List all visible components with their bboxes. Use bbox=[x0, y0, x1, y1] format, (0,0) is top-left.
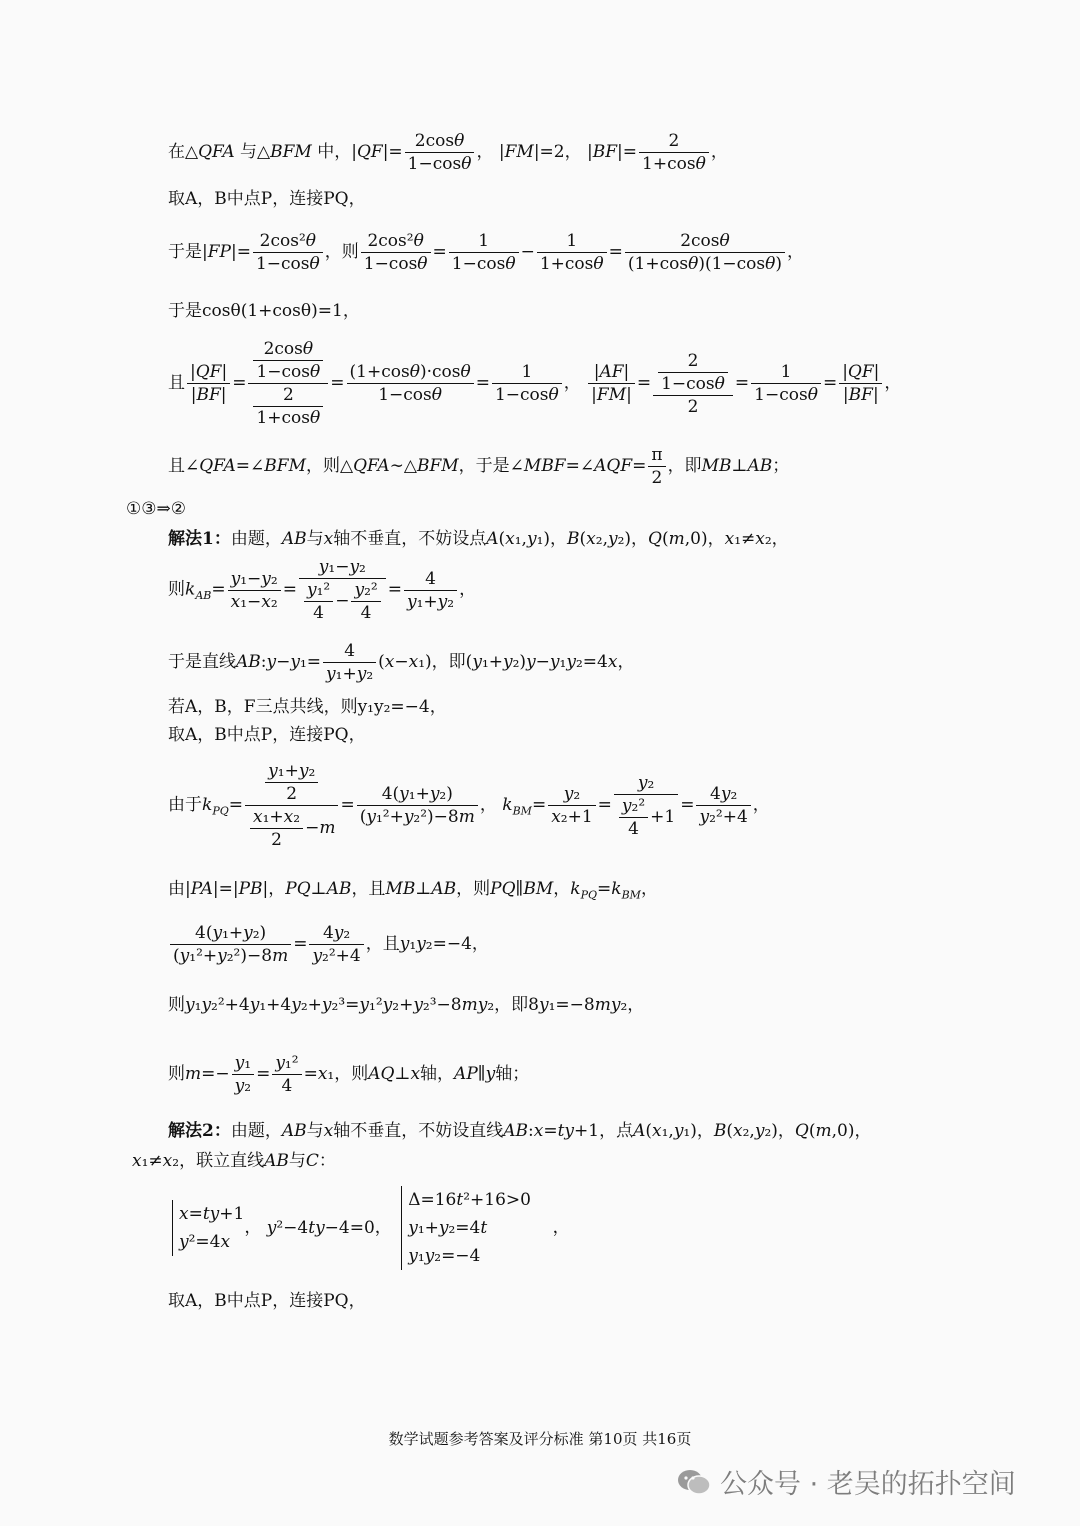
watermark bbox=[676, 1462, 1016, 1504]
text-line-3: 于是|FP|= $\frac{\text{2cos²θ}}{1-\cos\theta}$ ，则 $\frac{\text{2cos²θ}}{1-\cos\theta}$ = $\frac{1}{1-\cos\theta}$ − $\frac{1}{1+\cos\theta}$ = $\frac{2\cos\theta}{(1+\cos\theta)(1-\cos\theta)}$ ， bbox=[168, 231, 805, 274]
text-line-14: 由|PA|=|PB|，PQ⊥AB，且MB⊥AB，则PQ∥BM，$k_{PQ}=k_{BM}$， bbox=[168, 879, 658, 902]
method-1-label: 解法1： bbox=[168, 529, 231, 549]
page-footer: 数学试题参考答案及评分标准 第10页 共16页 bbox=[388, 1430, 692, 1448]
text-line-5: 且 $\frac{|QF|}{|BF|}$ = $\frac{\frac{2\cos\theta}{1-\cos\theta}}{\frac{2}{1+\cos\theta}}$ = $\frac{(1+\cos\theta)\cdot\cos\theta}{1-\cos\theta}$ = $\frac{1}{1-\cos\theta}$ ， $\frac{|AF|}{|FM|}$ = $\frac{\frac{2}{1-\cos\theta}}{2}$ = $\frac{1}{1-\cos\theta}$ = $\frac{|QF|}{|BF|}$ ， bbox=[168, 339, 902, 428]
text-line-7: ①③⇒② bbox=[126, 499, 186, 519]
text-line-2: 取A，B中点P，连接PQ， bbox=[168, 189, 366, 209]
text-line-1: 在△QFA 与△BFM 中，|QF|= $\frac{2\cos\theta}{1-\cos\theta}$ ， |FM|=2， |BF|= $\frac{2}{1+\cos\theta}$ ， bbox=[168, 131, 728, 174]
watermark-text: 公众号 · 老吴的拓扑空间 bbox=[720, 1469, 1016, 1500]
text-line-20: x=ty+1 y²=4x ， y²−4ty−4=0， Δ=16t²+16>0 y₁+y₂=4t y₁y₂=−4 ， bbox=[168, 1186, 570, 1270]
text-line-4: 于是cosθ(1+cosθ)=1， bbox=[168, 301, 360, 321]
system-1: x=ty+1 y²=4x bbox=[172, 1200, 244, 1256]
text-line-6: 且∠QFA=∠BFM，则△QFA∼△BFM，于是∠MBF=∠AQF= $\frac{\pi}{2}$ ，即MB⊥AB； bbox=[168, 445, 790, 488]
text-line-16: 则y₁y₂²+4y₁+4y₂+y₂³=y₁²y₂+y₂³−8my₂，即8y₁=−8my₂， bbox=[168, 995, 645, 1015]
method-1-text: 由题，AB与x轴不垂直，不妨设点A(x₁,y₁)，B(x₂,y₂)，Q(m,0)，x₁≠x₂， bbox=[230, 529, 789, 549]
text-line-12: 取A，B中点P，连接PQ， bbox=[168, 725, 366, 745]
text-line-10: 于是直线AB:y−y₁= $\frac{4}{\text{y₁+y₂}}$ (x−x₁)，即(y₁+y₂)y−y₁y₂=4x， bbox=[168, 641, 635, 684]
text-line-11: 若A，B，F三点共线，则y₁y₂=−4， bbox=[168, 697, 447, 717]
text-line-17: 则m=− $\frac{\text{y₁}}{\text{y₂}}$ = $\frac{\text{y₁²}}{4}$ =x₁，则AQ⊥x轴，AP∥y轴； bbox=[168, 1053, 530, 1096]
wechat-icon bbox=[676, 1467, 712, 1504]
text-line-15: $\frac{\text{4(y₁+y₂)}}{\text{(y₁²+y₂²)−8m}}$ = $\frac{\text{4y₂}}{\text{y₂²+4}}$ ，且y₁y₂=−4， bbox=[168, 922, 489, 967]
text-line-18 bbox=[168, 1120, 871, 1142]
text-line-9: 则$k_{AB}=$ $\frac{\text{y₁−y₂}}{\text{x₁−x₂}}$ = y₁−y₂ $\frac{\text{y₁²}}{4}$ − $\frac{\text{y₂²}}{4}$ = $\frac{4}{\text{y₁+y₂}}$ ， bbox=[168, 557, 477, 623]
system-2: Δ=16t²+16>0 y₁+y₂=4t y₁y₂=−4 bbox=[401, 1186, 531, 1270]
text-line-8 bbox=[168, 528, 789, 550]
text-line-21: 取A，B中点P，连接PQ， bbox=[168, 1291, 366, 1311]
method-2-label: 解法2： bbox=[168, 1121, 231, 1141]
method-2-text: 由题，AB与x轴不垂直，不妨设直线AB:x=ty+1，点A(x₁,y₁)，B(x₂,y₂)，Q(m,0)， bbox=[230, 1121, 872, 1141]
text-line-13: 由于$k_{PQ}=$ $\frac{\text{y₁+y₂}}{2}$ $\frac{\text{x₁+x₂}}{2}$ −m = $\frac{\text{4(y₁+y₂)}}{\text{(y₁²+y₂²)−8m}}$ ， $k_{BM}=$ $\frac{\text{y₂}}{\text{x₂+1}}$ = y₂ $\frac{\text{y₂²}}{4}$ +1 = $\frac{\text{4y₂}}{\text{y₂²+4}}$ ， bbox=[168, 761, 770, 850]
text-line-19: x₁≠x₂，联立直线AB与C： bbox=[132, 1151, 336, 1171]
